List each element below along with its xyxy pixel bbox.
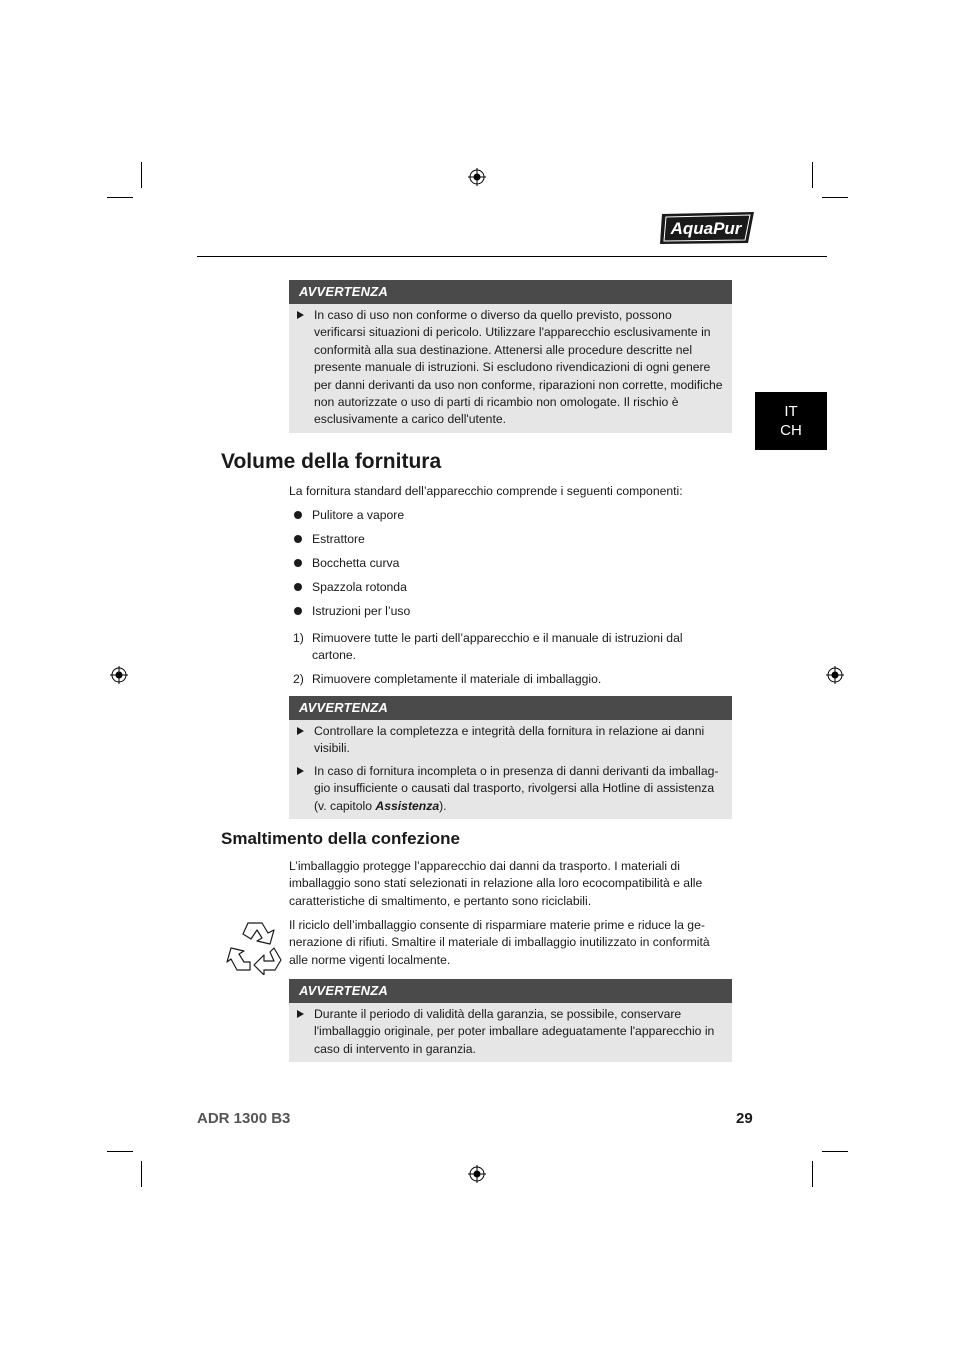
warning-item <box>297 1006 724 1058</box>
list-item-text: Istruzioni per l’uso <box>312 604 411 618</box>
header-rule <box>197 256 827 257</box>
list-item-text: Estrattore <box>312 532 365 546</box>
registration-mark-icon <box>468 1165 486 1183</box>
warning-text: Controllare la completezza e integrità della fornitura in relazione ai danni visibili. <box>314 724 705 756</box>
language-code-it: IT <box>784 403 798 420</box>
warning-item <box>297 307 724 429</box>
warning-text: In caso di fornitura incompleta o in presenza di danni derivanti da imballag-gio insufficiente o causati dal trasporto, rivolgersi alla Hotline di assistenza (v. capitolo <box>314 763 719 813</box>
step-text: Rimuovere completamente il materiale di imballaggio. <box>312 671 602 686</box>
warning-header: AVVERTENZA <box>289 696 732 720</box>
crop-mark <box>107 197 133 198</box>
warning-text-end: ). <box>439 798 447 813</box>
registration-mark-icon <box>468 168 486 186</box>
arrow-bullet-icon <box>297 767 304 775</box>
bullet-icon <box>294 607 302 615</box>
warning-header: AVVERTENZA <box>289 979 732 1003</box>
language-tab <box>755 392 827 450</box>
recycling-paragraph: Il riciclo dell’imballaggio consente di risparmiare materie prime e riduce la ge-nerazione di rifiuti. Smaltire il materiale di imballaggio inutilizzato in conformità alle norme vigenti localmente. <box>289 918 710 967</box>
arrow-bullet-icon <box>297 311 304 319</box>
warning-box <box>289 979 732 1062</box>
bullet-icon <box>294 559 302 567</box>
warning-header: AVVERTENZA <box>289 280 732 304</box>
model-number: ADR 1300 B3 <box>197 1110 291 1127</box>
crop-mark <box>822 1151 848 1152</box>
crop-mark <box>141 1161 142 1187</box>
crop-mark <box>141 162 142 188</box>
crop-mark <box>822 197 848 198</box>
section-title: Volume della fornitura <box>221 450 442 473</box>
packaging-paragraph: L’imballaggio protegge l’apparecchio dai danni da trasporto. I materiali di imballaggio sono stati selezionati in relazione alla loro ecocompatibilità e alle caratteristiche di smaltimento, e pertanto sono riciclabili. <box>289 859 703 908</box>
list-item-text: Spazzola rotonda <box>312 580 407 594</box>
warning-text: Durante il periodo di validità della garanzia, se possibile, conservare l'imballaggio originale, per poter imballare adeguatamente l'apparecchio in caso di intervento in garanzia. <box>314 1007 715 1056</box>
step-number: 2) <box>293 671 304 686</box>
list-item <box>289 506 729 530</box>
intro-paragraph: La fornitura standard dell’apparecchio comprende i seguenti componenti: <box>289 484 683 498</box>
list-item <box>289 554 729 578</box>
warning-box <box>289 280 732 433</box>
crop-mark <box>107 1151 133 1152</box>
step-text: Rimuovere tutte le parti dell’apparecchio e il manuale di istruzioni dal cartone. <box>312 631 683 663</box>
step-item <box>289 671 729 688</box>
step-number: 1) <box>293 631 304 645</box>
arrow-bullet-icon <box>297 727 304 735</box>
arrow-bullet-icon <box>297 1010 304 1018</box>
list-item-text: Pulitore a vapore <box>312 508 405 522</box>
language-code-ch: CH <box>780 422 802 439</box>
logo-text: AquaPur <box>670 219 742 238</box>
list-item <box>289 530 729 554</box>
steps-list <box>289 630 729 688</box>
page-number: 29 <box>736 1110 753 1127</box>
recycle-icon <box>224 917 286 975</box>
warning-box <box>289 696 732 819</box>
components-list <box>289 506 729 626</box>
list-item <box>289 602 729 626</box>
bullet-icon <box>294 583 302 591</box>
warning-text: In caso di uso non conforme o diverso da quello previsto, possono verificarsi situazioni di pericolo. Utilizzare l'apparecchio esclusivamente in conformità alla sua destinazione. Attenersi alle procedure descritte nel presente manuale di istruzioni. Si escludono rivendicazioni di ogni genere per danni derivanti da uso non conforme, riparazioni non corrette, modifiche non autorizzate o uso di parti di ricambio non omologate. Il rischio è esclusivamente a carico dell'utente. <box>314 308 723 427</box>
bullet-icon <box>294 511 302 519</box>
registration-mark-icon <box>110 666 128 684</box>
list-item <box>289 578 729 602</box>
subsection-title: Smaltimento della confezione <box>221 829 460 848</box>
registration-mark-icon <box>826 666 844 684</box>
warning-item <box>297 763 724 815</box>
step-item <box>289 630 729 665</box>
chapter-reference: Assistenza <box>375 798 440 813</box>
crop-mark <box>812 1161 813 1187</box>
crop-mark <box>812 162 813 188</box>
bullet-icon <box>294 535 302 543</box>
aquapur-logo <box>658 210 758 246</box>
list-item-text: Bocchetta curva <box>312 556 400 570</box>
warning-item <box>297 723 724 758</box>
